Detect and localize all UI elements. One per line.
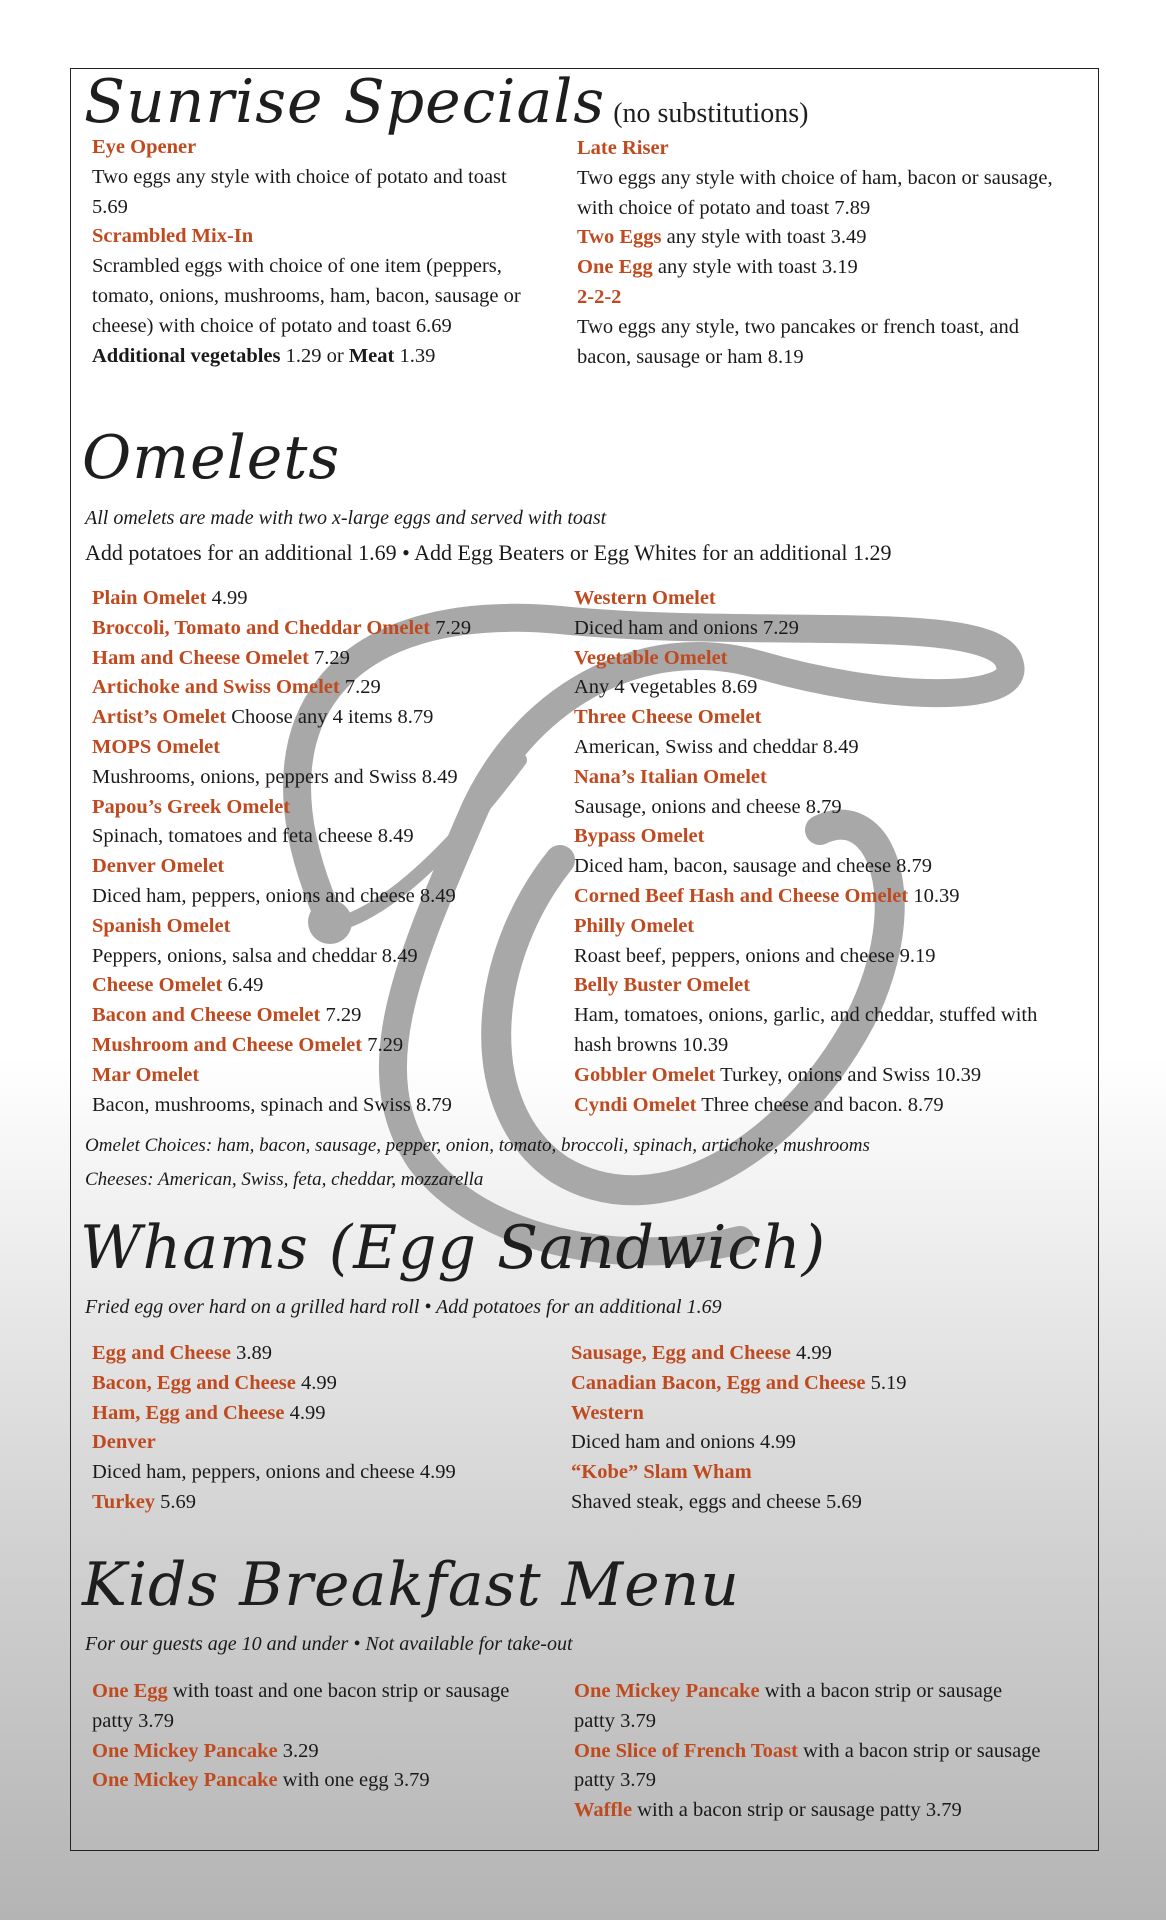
item-name: Plain Omelet: [92, 587, 207, 609]
menu-item: [577, 253, 1067, 283]
additional-prices: [92, 342, 532, 372]
menu-item: [92, 912, 562, 942]
whams-heading: Whams (Egg Sandwich): [80, 1213, 827, 1283]
whams-right-column: [571, 1339, 1071, 1518]
item-name: Corned Beef Hash and Cheese Omelet: [574, 884, 909, 907]
menu-item: [92, 644, 562, 674]
item-name: One Egg: [92, 1680, 168, 1702]
menu-item: [577, 283, 1067, 313]
menu-item: [577, 223, 1067, 253]
item-name: Western: [571, 1401, 644, 1424]
menu-item: [574, 673, 1074, 703]
item-desc: 6.49: [227, 974, 264, 997]
menu-item: [574, 763, 1074, 793]
menu-item: [92, 971, 562, 1001]
menu-item: [574, 1677, 1044, 1737]
item-name: Mushroom and Cheese Omelet: [92, 1033, 363, 1056]
item-desc: Spinach, tomatoes and feta cheese 8.49: [92, 825, 414, 848]
kids-left-column: [92, 1677, 512, 1796]
item-name: Philly Omelet: [574, 914, 695, 937]
item-desc: 7.29: [325, 1004, 362, 1027]
menu-item: [571, 1458, 1071, 1488]
item-name: Waffle: [574, 1799, 633, 1822]
menu-item: [92, 733, 562, 763]
menu-item: [92, 852, 562, 882]
menu-item: [92, 703, 562, 733]
omelets-note: All omelets are made with two x-large eggs and served with toast: [85, 507, 607, 529]
item-name: Three Cheese Omelet: [574, 706, 762, 729]
item-desc: Shaved steak, eggs and cheese 5.69: [571, 1490, 862, 1513]
item-desc: 3.29: [282, 1739, 319, 1762]
item-desc: Diced ham and onions 4.99: [571, 1431, 796, 1454]
omelets-right-column: [574, 584, 1074, 1120]
menu-item: [92, 882, 562, 912]
menu-item: [92, 793, 562, 823]
menu-item: [92, 163, 532, 223]
menu-item: [92, 763, 562, 793]
menu-item: [574, 614, 1074, 644]
item-desc: 3.89: [236, 1342, 272, 1364]
menu-item: [92, 1766, 512, 1796]
menu-item: [92, 133, 532, 163]
item-name: Spanish Omelet: [92, 914, 231, 937]
menu-item: [574, 644, 1074, 674]
item-desc: Diced ham, bacon, sausage and cheese 8.79: [574, 855, 933, 878]
whams-note: Fried egg over hard on a grilled hard roll • Add potatoes for an additional 1.69: [85, 1296, 722, 1318]
item-desc: 7.29: [367, 1033, 404, 1056]
item-desc: with one egg 3.79: [282, 1769, 430, 1792]
item-desc: Ham, tomatoes, onions, garlic, and cheddar, stuffed with hash browns 10.39: [574, 1004, 1038, 1056]
menu-item: [92, 1061, 562, 1091]
menu-item: [92, 584, 562, 614]
additional-veg-label: Additional vegetables: [92, 344, 281, 367]
item-name: Ham and Cheese Omelet: [92, 646, 309, 669]
menu-item: [92, 614, 562, 644]
kids-note: For our guests age 10 and under • Not available for take-out: [85, 1633, 573, 1655]
item-desc: Choose any 4 items 8.79: [231, 706, 434, 729]
menu-item: [574, 971, 1074, 1001]
menu-item: [574, 584, 1074, 614]
additional-veg-price: 1.29 or: [285, 344, 344, 367]
menu-item: [574, 733, 1074, 763]
item-name: Scrambled Mix-In: [92, 225, 254, 248]
omelet-cheeses: Cheeses: American, Swiss, feta, cheddar, mozzarella: [85, 1169, 484, 1190]
menu-item: [92, 1339, 562, 1369]
item-desc: Diced ham and onions 7.29: [574, 616, 799, 639]
additional-meat-price: 1.39: [399, 344, 436, 367]
menu-item: [92, 1369, 562, 1399]
menu-item: [577, 164, 1067, 224]
item-desc: Peppers, onions, salsa and cheddar 8.49: [92, 944, 418, 967]
item-desc: Diced ham, peppers, onions and cheese 4.99: [92, 1461, 456, 1484]
menu-item: [574, 822, 1074, 852]
item-name: One Egg: [577, 256, 653, 279]
omelets-heading: Omelets: [82, 423, 341, 493]
menu-item: [571, 1428, 1071, 1458]
item-name: Ham, Egg and Cheese: [92, 1401, 285, 1424]
menu-item: [577, 313, 1067, 373]
item-name: Egg and Cheese: [92, 1342, 231, 1364]
item-desc: Turkey, onions and Swiss 10.39: [720, 1063, 982, 1086]
item-name: Cyndi Omelet: [574, 1093, 697, 1116]
item-desc: Any 4 vegetables 8.69: [574, 676, 758, 699]
menu-item: [574, 1796, 1044, 1826]
item-name: Bacon and Cheese Omelet: [92, 1004, 321, 1027]
menu-item: [92, 1458, 562, 1488]
item-name: Sausage, Egg and Cheese: [571, 1342, 791, 1364]
menu-item: [577, 134, 1067, 164]
item-name: Artist’s Omelet: [92, 706, 227, 729]
menu-item: [92, 252, 532, 341]
item-name: Gobbler Omelet: [574, 1063, 716, 1086]
item-name: Vegetable Omelet: [574, 646, 728, 669]
sunrise-right-column: [577, 134, 1067, 372]
item-desc: with a bacon strip or sausage patty 3.79: [637, 1799, 962, 1822]
item-desc: with toast and one bacon strip or sausage patty 3.79: [92, 1680, 510, 1732]
menu-item: [574, 912, 1074, 942]
item-desc: Diced ham, peppers, onions and cheese 8.49: [92, 884, 456, 907]
menu-item: [92, 1399, 562, 1429]
item-desc: Roast beef, peppers, onions and cheese 9.19: [574, 944, 936, 967]
item-name: One Mickey Pancake: [574, 1680, 760, 1702]
item-name: Belly Buster Omelet: [574, 974, 751, 997]
item-name: Broccoli, Tomato and Cheddar Omelet: [92, 616, 431, 639]
sunrise-specials-title: Sunrise Specials: [84, 67, 606, 137]
item-name: Artichoke and Swiss Omelet: [92, 676, 340, 699]
menu-item: [574, 1091, 1074, 1121]
menu-item: [92, 673, 562, 703]
menu-item: [92, 222, 532, 252]
menu-item: [92, 942, 562, 972]
menu-item: [574, 852, 1074, 882]
item-desc: any style with toast 3.49: [666, 226, 867, 249]
item-desc: 4.99: [289, 1401, 326, 1424]
menu-item: [92, 1001, 562, 1031]
item-desc: 7.29: [344, 676, 381, 699]
item-name: One Mickey Pancake: [92, 1739, 278, 1762]
item-desc: 7.29: [435, 616, 472, 639]
sunrise-specials-subtitle: (no substitutions): [613, 98, 809, 129]
menu-item: [574, 1001, 1074, 1061]
item-desc: with a bacon strip or sausage patty 3.79: [574, 1739, 1041, 1792]
menu-item: [574, 882, 1074, 912]
item-desc: Two eggs any style, two pancakes or french toast, and bacon, sausage or ham 8.19: [577, 315, 1020, 368]
item-desc: 4.99: [795, 1342, 832, 1364]
item-desc: Two eggs any style with choice of potato and toast 5.69: [92, 165, 507, 218]
menu-item: [92, 1488, 562, 1518]
item-desc: with a bacon strip or sausage patty 3.79: [574, 1680, 1003, 1732]
menu-item: [571, 1399, 1071, 1429]
menu-item: [92, 1737, 512, 1767]
item-name: One Mickey Pancake: [92, 1769, 278, 1792]
item-name: Cheese Omelet: [92, 974, 223, 997]
omelets-addons: Add potatoes for an additional 1.69 • Add Egg Beaters or Egg Whites for an additional 1.29: [85, 540, 892, 565]
menu-item: [92, 1677, 512, 1737]
item-desc: Bacon, mushrooms, spinach and Swiss 8.79: [92, 1093, 452, 1116]
menu-item: [571, 1339, 1071, 1369]
menu-item: [92, 1428, 562, 1458]
menu-item: [92, 1031, 562, 1061]
item-desc: 4.99: [301, 1371, 337, 1394]
sunrise-left-column: [92, 133, 532, 371]
menu-item: [574, 1737, 1044, 1797]
sunrise-specials-heading: [84, 67, 809, 137]
item-desc: 10.39: [913, 884, 960, 907]
item-name: “Kobe” Slam Wham: [571, 1461, 752, 1484]
item-name: Western Omelet: [574, 587, 716, 609]
omelets-left-column: [92, 584, 562, 1120]
item-name: Denver: [92, 1431, 156, 1454]
item-desc: Two eggs any style with choice of ham, bacon or sausage, with choice of potato and toast 7.89: [577, 166, 1053, 219]
menu-item: [574, 1061, 1074, 1091]
item-name: Late Riser: [577, 137, 669, 159]
item-name: One Slice of French Toast: [574, 1739, 798, 1762]
item-desc: 4.99: [211, 587, 248, 609]
item-name: Papou’s Greek Omelet: [92, 795, 291, 818]
item-desc: 5.69: [160, 1490, 197, 1513]
additional-meat-label: Meat: [348, 344, 395, 367]
menu-item: [574, 942, 1074, 972]
item-name: Denver Omelet: [92, 855, 225, 878]
kids-heading: Kids Breakfast Menu: [82, 1550, 740, 1620]
item-desc: American, Swiss and cheddar 8.49: [574, 735, 859, 758]
menu-item: [574, 793, 1074, 823]
item-desc: Sausage, onions and cheese 8.79: [574, 795, 842, 818]
item-name: Bacon, Egg and Cheese: [92, 1371, 296, 1394]
item-desc: any style with toast 3.19: [657, 256, 858, 279]
menu-item: [92, 822, 562, 852]
menu-item: [574, 703, 1074, 733]
kids-right-column: [574, 1677, 1044, 1826]
item-desc: 7.29: [314, 646, 350, 669]
item-desc: Scrambled eggs with choice of one item (peppers, tomato, onions, mushrooms, ham, bacon, sausage or cheese) with choice of potato and toast 6.69: [92, 255, 521, 337]
item-desc: Three cheese and bacon. 8.79: [701, 1093, 944, 1116]
item-name: Mar Omelet: [92, 1063, 200, 1086]
menu-item: [92, 1091, 562, 1121]
item-name: Bypass Omelet: [574, 825, 705, 848]
item-name: Canadian Bacon, Egg and Cheese: [571, 1371, 866, 1394]
item-name: Eye Opener: [92, 136, 197, 158]
menu-item: [571, 1369, 1071, 1399]
menu-item: [571, 1488, 1071, 1518]
item-desc: 5.19: [870, 1371, 907, 1394]
item-name: Turkey: [92, 1490, 156, 1513]
item-name: Nana’s Italian Omelet: [574, 765, 767, 788]
whams-left-column: [92, 1339, 562, 1518]
item-name: MOPS Omelet: [92, 735, 221, 758]
item-name: Two Eggs: [577, 226, 662, 249]
omelet-choices: Omelet Choices: ham, bacon, sausage, pepper, onion, tomato, broccoli, spinach, artichoke, mushrooms: [85, 1135, 870, 1156]
item-name: 2-2-2: [577, 285, 622, 308]
item-desc: Mushrooms, onions, peppers and Swiss 8.49: [92, 765, 458, 788]
